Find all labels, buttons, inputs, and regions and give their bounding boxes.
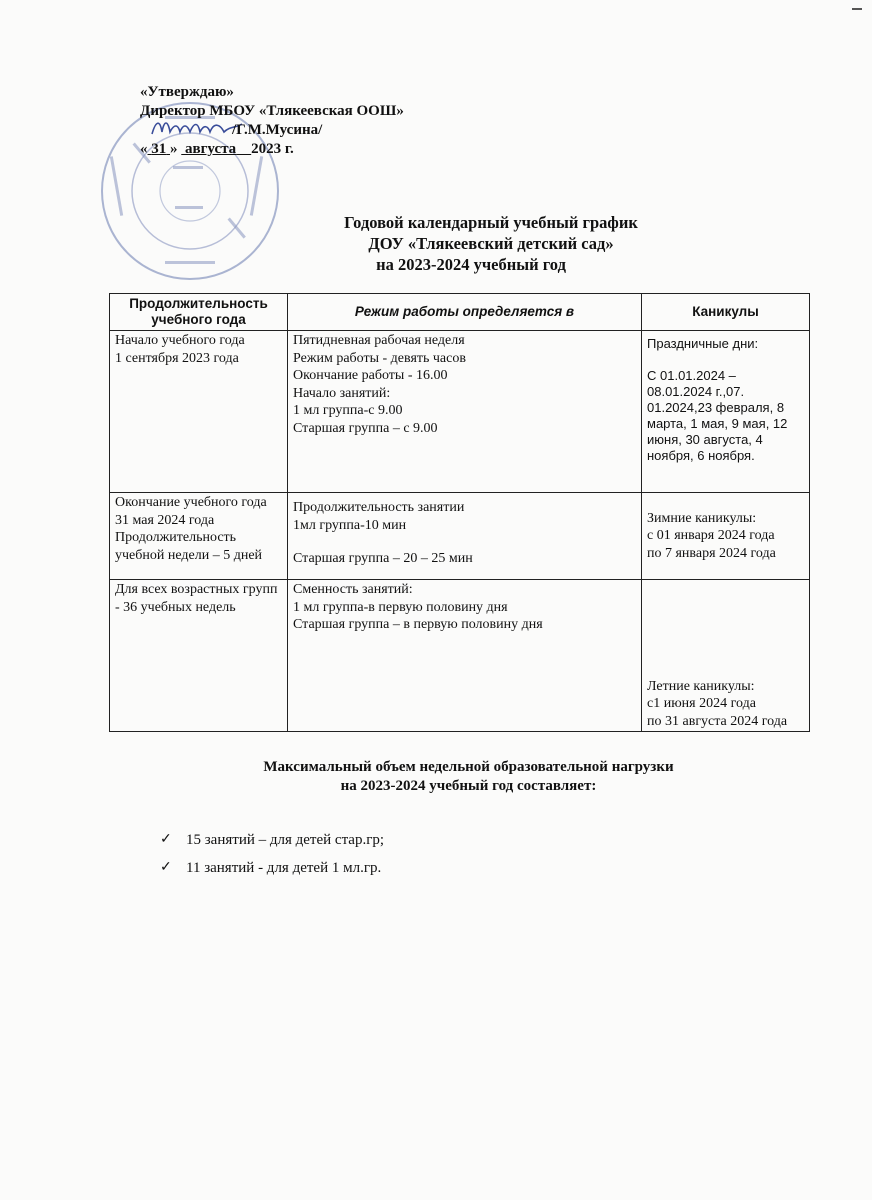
cell-line: Летние каникулы: (647, 678, 755, 694)
table-cell (110, 331, 288, 493)
scan-mark (852, 8, 862, 10)
summary-line2: на 2023-2024 учебный год составляет: (340, 778, 597, 794)
date-month-text: августа (185, 141, 237, 157)
approval-signature-line (140, 121, 404, 140)
cell-line: 1 мл группа-в первую половину дня (293, 599, 508, 615)
load-list (160, 826, 384, 882)
approval-line1: «Утверждаю» (140, 84, 234, 100)
cell-line: Окончание учебного года (115, 495, 267, 510)
list-item-text: 15 занятий – для детей стар.гр; (186, 832, 385, 848)
checkmark-icon: ✓ (160, 860, 172, 875)
table-cell (110, 580, 288, 732)
table-row (110, 580, 810, 732)
signature-name: /Г.М.Мусина/ (232, 122, 323, 138)
cell-line: Окончание работы - 16.00 (293, 368, 448, 383)
title-line1: Годовой календарный учебный график (344, 213, 638, 232)
cell-line: Старшая группа – 20 – 25 мин (293, 551, 473, 566)
cell-line: Для всех возрастных групп - 36 учебных недель (115, 582, 278, 615)
header-work-mode: Режим работы определяется в (288, 294, 642, 331)
cell-line: 1мл группа-10 мин (293, 517, 407, 533)
cell-line: Старшая группа – с 9.00 (293, 420, 438, 436)
date-day: 31 (151, 141, 167, 157)
cell-line: Начало учебного года (115, 333, 245, 348)
cell-line: 1 мл группа-с 9.00 (293, 403, 403, 418)
cell-line: Продолжительность занятии (293, 500, 465, 515)
table-cell (288, 580, 642, 732)
header-duration: Продолжительность учебного года (110, 294, 288, 331)
load-summary (0, 758, 872, 796)
cell-line: Пятидневная рабочая неделя (293, 333, 465, 348)
list-item (160, 826, 384, 854)
date-year: 2023 г. (251, 141, 294, 157)
cell-line: Продолжительность учебной недели – 5 дней (115, 530, 263, 563)
cell-line: Праздничные дни: (647, 336, 759, 351)
list-item-text: 11 занятий - для детей 1 мл.гр. (186, 860, 382, 876)
table-cell (288, 493, 642, 580)
cell-line: Зимние каникулы: (647, 510, 757, 526)
approval-date (140, 140, 404, 159)
cell-line: Старшая группа – в первую половину дня (293, 617, 543, 632)
date-open-quote: « (140, 141, 148, 157)
document-title (0, 212, 872, 275)
cell-line: с 01 января 2024 года (647, 528, 775, 544)
checkmark-icon: ✓ (160, 832, 172, 847)
cell-line: Начало занятий: (293, 385, 391, 401)
table-header-row (110, 294, 810, 331)
date-month (181, 141, 251, 157)
table-row (110, 493, 810, 580)
table-cell (642, 580, 810, 732)
title-line2: ДОУ «Тлякеевский детский сад» (368, 234, 614, 253)
cell-line: Режим работы - девять часов (293, 350, 466, 366)
cell-line: 1 сентября 2023 года (115, 350, 239, 366)
approval-block (140, 83, 404, 159)
table-cell (642, 331, 810, 493)
cell-paragraph: С 01.01.2024 – 08.01.2024 г.,07. 01.2024,23 февраля, 8 марта, 1 мая, 9 мая, 12 июня, 30 августа, 4 ноября, 6 ноября. (647, 368, 788, 463)
cell-line: по 7 января 2024 года (647, 545, 776, 561)
table-cell (642, 493, 810, 580)
date-close-quote: » (170, 141, 178, 157)
header-holidays: Каникулы (642, 294, 810, 331)
table-cell (288, 331, 642, 493)
list-item (160, 854, 384, 882)
table-row (110, 331, 810, 493)
cell-line: 31 мая 2024 года (115, 512, 215, 528)
cell-line: с1 июня 2024 года (647, 696, 756, 711)
table-cell (110, 493, 288, 580)
cell-line: по 31 августа 2024 года (647, 713, 788, 729)
approval-line2: Директор МБОУ «Тлякеевская ООШ» (140, 103, 404, 119)
schedule-table (109, 293, 810, 732)
title-line3: на 2023-2024 учебный год (376, 255, 566, 274)
cell-line: Сменность занятий: (293, 582, 413, 597)
summary-line1: Максимальный объем недельной образовательной нагрузки (263, 759, 674, 775)
